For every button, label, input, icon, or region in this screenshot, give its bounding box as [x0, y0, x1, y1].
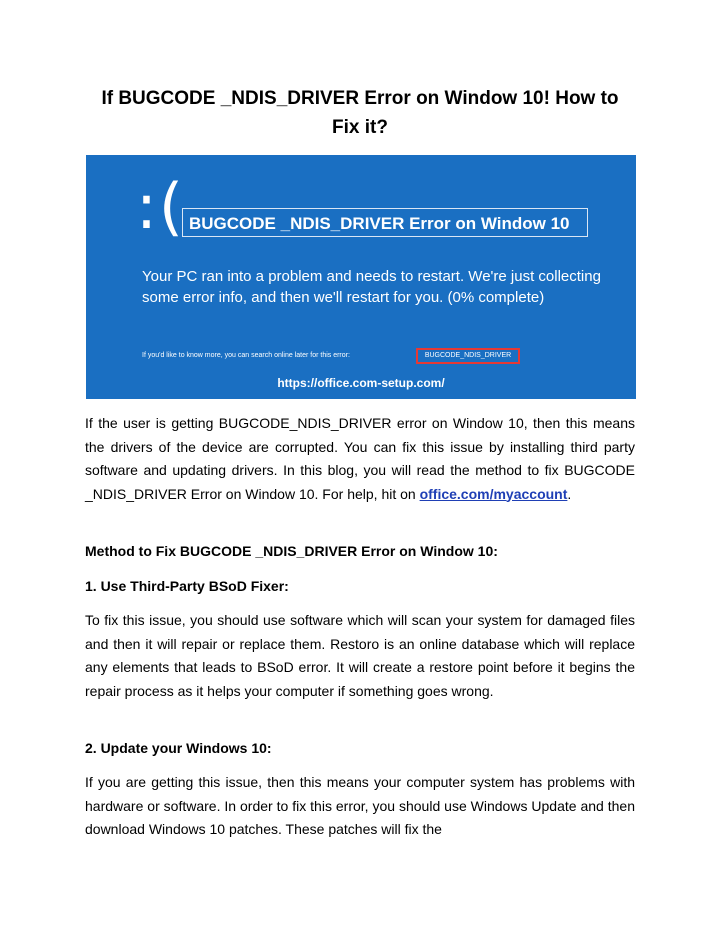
- step1-paragraph: To fix this issue, you should use software which will scan your system for damaged files and then it will repair or replace them. Restoro is an online database which will replace any elements that leads to BSoD error. It will create a restore point before it begins the repair process as it helps your computer if something goes wrong.: [85, 612, 635, 699]
- bsod-screenshot-image: [86, 155, 636, 399]
- myaccount-link[interactable]: office.com/myaccount: [419, 485, 568, 502]
- page-title: If BUGCODE _NDIS_DRIVER Error on Window 10! How to Fix it?: [101, 88, 619, 138]
- intro-period: .: [567, 485, 572, 502]
- method-heading: Method to Fix BUGCODE _NDIS_DRIVER Error on Window 10:: [85, 543, 498, 559]
- intro-paragraph: [85, 412, 635, 506]
- step2-paragraph: If you are getting this issue, then this means your computer system has problems with hardware or software. In order to fix this error, you should use Windows Update and then download Windows 10 patches. These patches will fix the: [85, 774, 635, 837]
- sad-face-emoticon: :(: [136, 170, 186, 243]
- step2-heading: 2. Update your Windows 10:: [85, 740, 272, 756]
- step1-heading: 1. Use Third-Party BSoD Fixer:: [85, 578, 289, 594]
- error-code-banner: BUGCODE _NDIS_DRIVER Error on Window 10: [182, 208, 588, 237]
- bsod-more-info: If you'd like to know more, you can search online later for this error:: [142, 352, 350, 359]
- image-watermark-url: https://office.com-setup.com/: [277, 376, 445, 390]
- intro-text: If the user is getting BUGCODE_NDIS_DRIVER error on Window 10, then this means the drivers of the device are corrupted. You can fix this issue by installing third party software and updating drivers. In this blog, you will read the method to fix BUGCODE _NDIS_DRIVER Error on Window 10. For help, hit on: [85, 415, 635, 502]
- bsod-message: Your PC ran into a problem and needs to restart. We're just collecting some error info, and then we'll restart for you. (0% complete): [142, 268, 601, 306]
- stop-code-highlight: BUGCODE_NDIS_DRIVER: [416, 348, 520, 364]
